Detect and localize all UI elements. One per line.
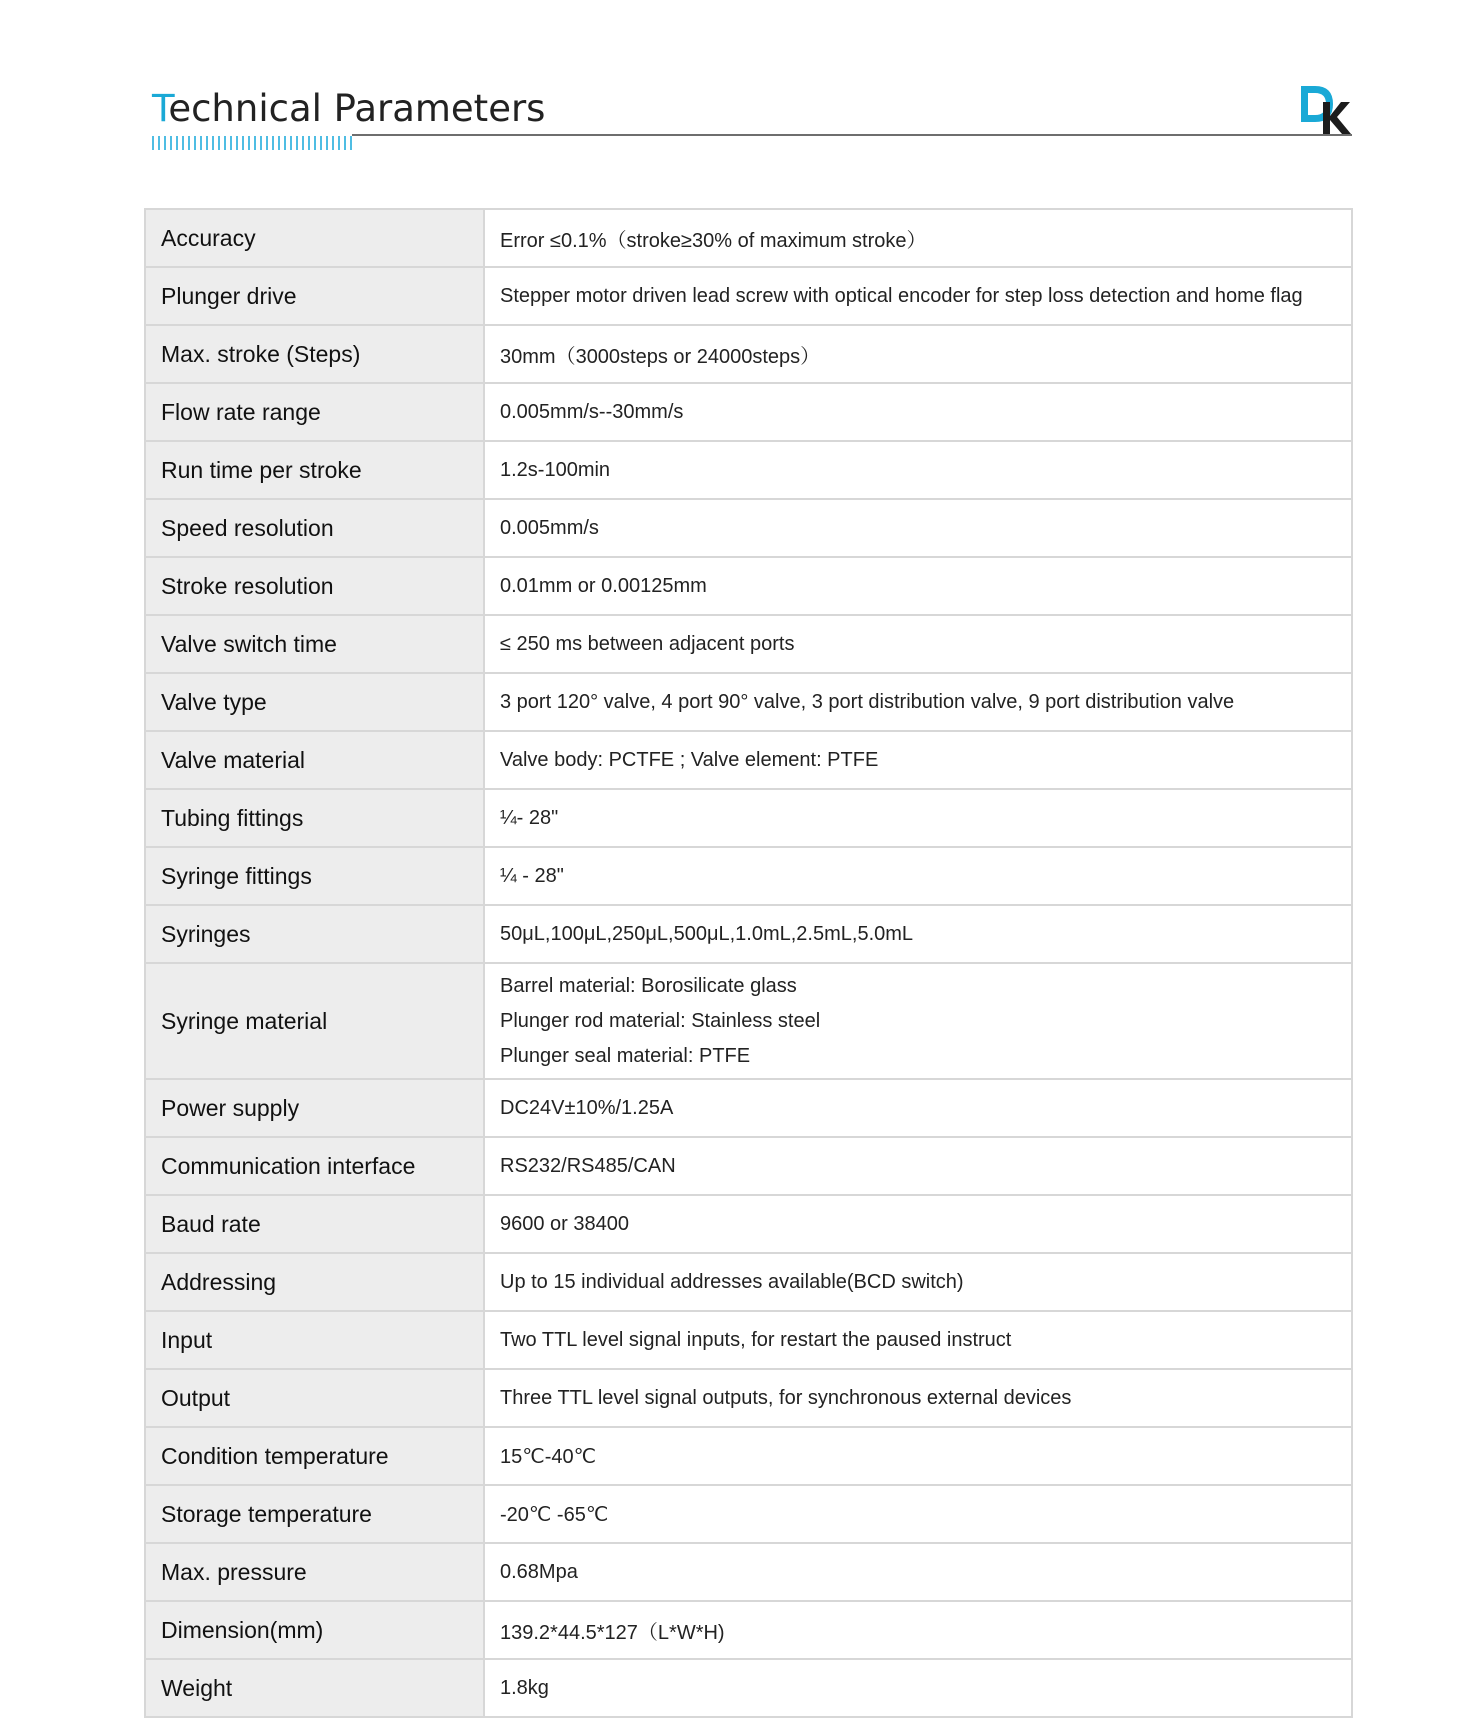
param-label: Syringe fittings <box>145 847 484 905</box>
param-label: Dimension(mm) <box>145 1601 484 1659</box>
page-title <box>152 86 545 132</box>
param-label: Max. stroke (Steps) <box>145 325 484 383</box>
param-value: 0.68Mpa <box>484 1543 1352 1601</box>
param-value: DC24V±10%/1.25A <box>484 1079 1352 1137</box>
table-body <box>145 209 1352 1717</box>
table-row <box>145 1079 1352 1137</box>
decorative-tick-marks <box>152 136 352 150</box>
param-value: Three TTL level signal outputs, for synchronous external devices <box>484 1369 1352 1427</box>
param-value: 3 port 120° valve, 4 port 90° valve, 3 port distribution valve, 9 port distribution valve <box>484 673 1352 731</box>
table-row <box>145 1601 1352 1659</box>
table-row <box>145 267 1352 325</box>
table-row <box>145 1253 1352 1311</box>
param-value: 15℃-40℃ <box>484 1427 1352 1485</box>
param-label: Tubing fittings <box>145 789 484 847</box>
param-label: Speed resolution <box>145 499 484 557</box>
param-value: ¼ - 28" <box>484 847 1352 905</box>
table-row <box>145 963 1352 1079</box>
param-label: Flow rate range <box>145 383 484 441</box>
dk-logo-icon <box>1297 82 1353 136</box>
param-label: Valve material <box>145 731 484 789</box>
param-label: Max. pressure <box>145 1543 484 1601</box>
param-label: Output <box>145 1369 484 1427</box>
param-label: Accuracy <box>145 209 484 267</box>
table-row <box>145 557 1352 615</box>
param-label: Condition temperature <box>145 1427 484 1485</box>
param-value: 50μL,100μL,250μL,500μL,1.0mL,2.5mL,5.0mL <box>484 905 1352 963</box>
table-row <box>145 325 1352 383</box>
table-row <box>145 383 1352 441</box>
param-label: Valve switch time <box>145 615 484 673</box>
page-header <box>152 86 1352 156</box>
param-label: Syringe material <box>145 963 484 1079</box>
table-row <box>145 1195 1352 1253</box>
table-row <box>145 673 1352 731</box>
table-row <box>145 731 1352 789</box>
param-label: Valve type <box>145 673 484 731</box>
param-value: -20℃ -65℃ <box>484 1485 1352 1543</box>
param-value: 1.8kg <box>484 1659 1352 1717</box>
param-value-line: Barrel material: Borosilicate glass <box>500 974 797 997</box>
param-value: Valve body: PCTFE ; Valve element: PTFE <box>484 731 1352 789</box>
table-row <box>145 441 1352 499</box>
param-label: Communication interface <box>145 1137 484 1195</box>
title-underline <box>352 134 1352 136</box>
param-label: Baud rate <box>145 1195 484 1253</box>
param-value-line: Plunger rod material: Stainless steel <box>500 1009 821 1032</box>
param-label: Addressing <box>145 1253 484 1311</box>
table-row <box>145 499 1352 557</box>
table-row <box>145 847 1352 905</box>
param-value: Two TTL level signal inputs, for restart the paused instruct <box>484 1311 1352 1369</box>
param-value: 30mm（3000steps or 24000steps） <box>484 325 1352 383</box>
param-value-line: Plunger seal material: PTFE <box>500 1044 751 1067</box>
param-value: Up to 15 individual addresses available(BCD switch) <box>484 1253 1352 1311</box>
table-row <box>145 1485 1352 1543</box>
param-label: Input <box>145 1311 484 1369</box>
param-label: Stroke resolution <box>145 557 484 615</box>
param-value: 1.2s-100min <box>484 441 1352 499</box>
table-row <box>145 1543 1352 1601</box>
param-value: ¼- 28" <box>484 789 1352 847</box>
table-row <box>145 1427 1352 1485</box>
param-label: Weight <box>145 1659 484 1717</box>
title-first-letter: T <box>152 87 169 130</box>
table-row <box>145 789 1352 847</box>
table-row <box>145 209 1352 267</box>
param-label: Syringes <box>145 905 484 963</box>
table-row <box>145 1659 1352 1717</box>
param-value: 0.005mm/s--30mm/s <box>484 383 1352 441</box>
param-value: 139.2*44.5*127（L*W*H) <box>484 1601 1352 1659</box>
param-value: Error ≤0.1%（stroke≥30% of maximum stroke） <box>484 209 1352 267</box>
param-value: Stepper motor driven lead screw with optical encoder for step loss detection and home flag <box>484 267 1352 325</box>
table-row <box>145 905 1352 963</box>
param-value: RS232/RS485/CAN <box>484 1137 1352 1195</box>
param-label: Plunger drive <box>145 267 484 325</box>
param-label: Power supply <box>145 1079 484 1137</box>
param-value: ≤ 250 ms between adjacent ports <box>484 615 1352 673</box>
param-label: Storage temperature <box>145 1485 484 1543</box>
table-row <box>145 1137 1352 1195</box>
param-value <box>484 963 1352 1079</box>
table-row <box>145 615 1352 673</box>
param-value: 9600 or 38400 <box>484 1195 1352 1253</box>
technical-parameters-table <box>144 208 1353 1718</box>
param-value: 0.01mm or 0.00125mm <box>484 557 1352 615</box>
title-rest: echnical Parameters <box>168 87 546 130</box>
param-label: Run time per stroke <box>145 441 484 499</box>
table-row <box>145 1369 1352 1427</box>
table-row <box>145 1311 1352 1369</box>
param-value: 0.005mm/s <box>484 499 1352 557</box>
